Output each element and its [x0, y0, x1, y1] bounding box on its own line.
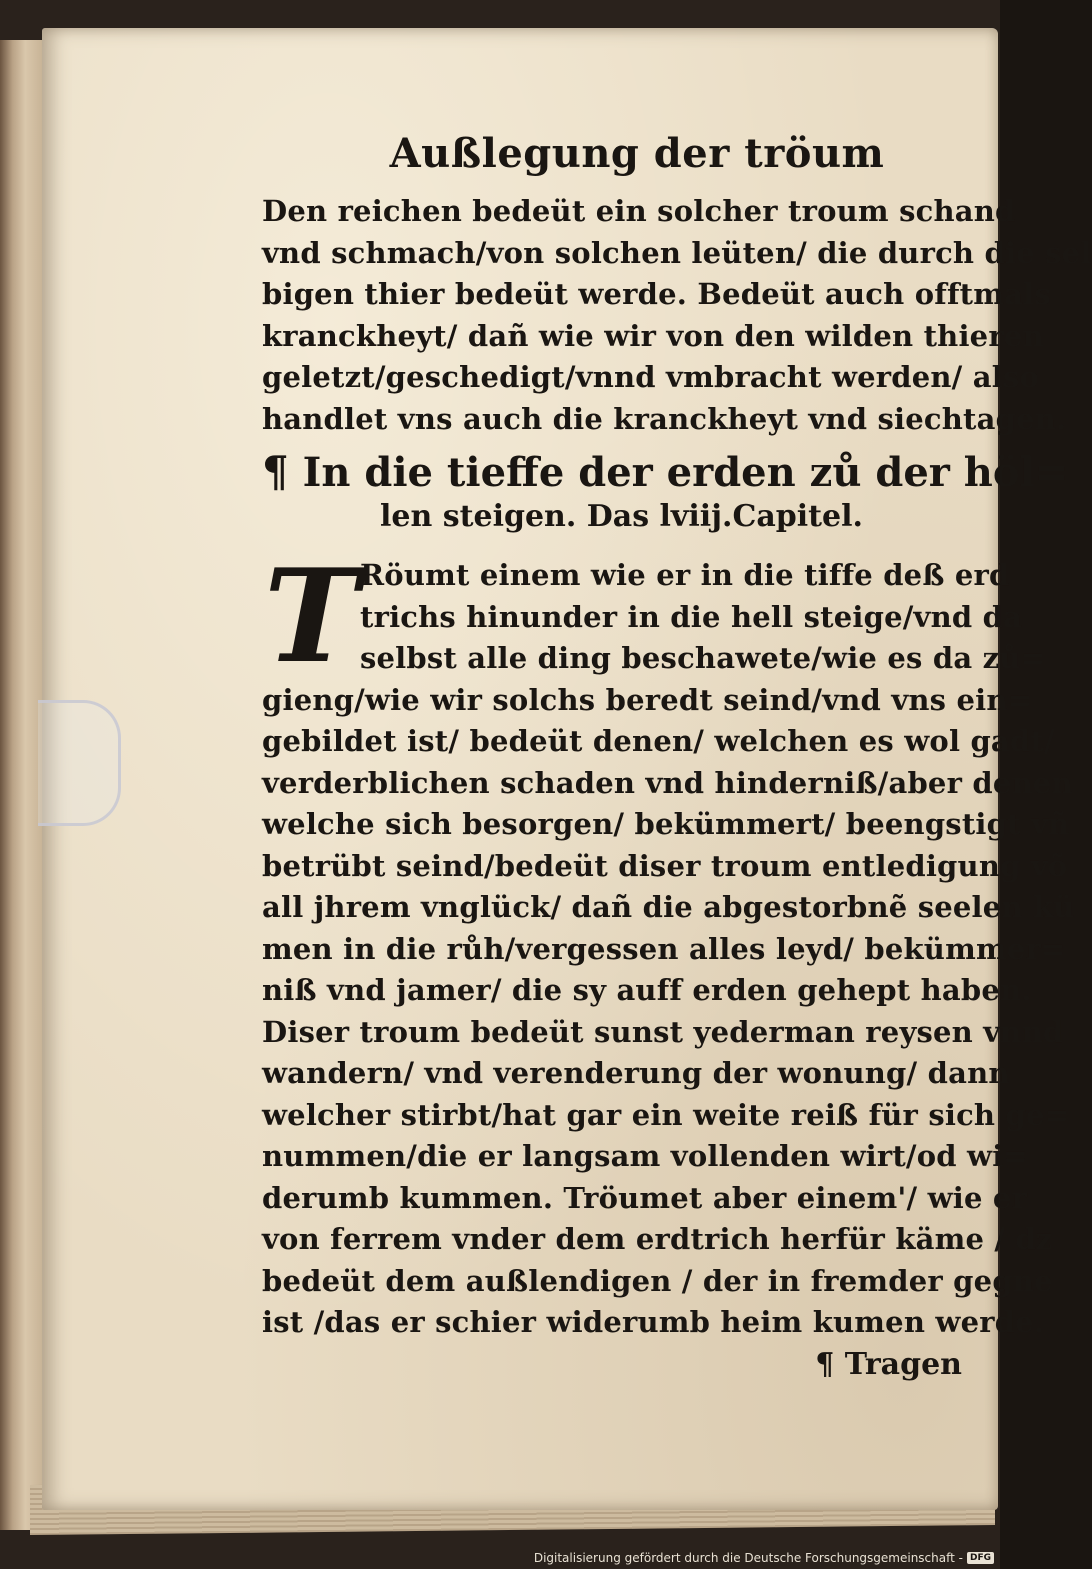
paragraph-2 — [262, 680, 1075, 1344]
text-line: vnd schmach/von solchen leüten/ die durch die sel — [262, 235, 1092, 270]
text-line: all jhrem vnglück/ dañ die abgestorbnẽ seelen kü — [262, 890, 1075, 924]
text-line: gieng/wie wir solchs beredt seind/vnd vns ein= — [262, 682, 1033, 717]
chapter-heading — [262, 447, 1069, 497]
pilcrow-icon: ¶ — [262, 447, 289, 496]
book-left-edge — [0, 40, 43, 1530]
text-line: wandern/ vnd verenderung der wonung/ dann — [262, 1056, 1010, 1090]
text-line: selbst alle ding beschawete/wie es da zů= — [360, 641, 1046, 675]
text-line: von ferrem vnder dem erdtrich herfür käme / dz — [262, 1222, 1053, 1256]
text-line: verderblichen schaden vnd hinderniß/aber denen — [262, 765, 1073, 800]
text-line: geletzt/geschedigt/vnnd vmbracht werden/ also — [262, 360, 1040, 394]
page-clip — [38, 700, 121, 826]
dfg-logo-icon: DFG — [967, 1552, 994, 1564]
running-head: Außlegung der tröum — [389, 130, 885, 177]
text-line: ist /das er schier widerumb heim kumen werde. — [262, 1305, 1045, 1339]
text-line: handlet vns auch die kranckheyt vnd siechtagen. — [262, 401, 1067, 436]
text-line: niß vnd jamer/ die sy auff erden gehept haben. — [262, 973, 1032, 1007]
catchword: ¶ Tragen — [815, 1346, 962, 1382]
text-line: kranckheyt/ dañ wie wir von den wilden thieren — [262, 318, 1044, 353]
chapter-heading-line-2: len steigen. Das lviij.Capitel. — [380, 499, 863, 534]
decorated-initial: T — [264, 542, 360, 692]
text-line: bigen thier bedeüt werde. Bedeüt auch offtmals — [262, 277, 1051, 311]
text-line: betrübt seind/bedeüt diser troum entledigung võ — [262, 848, 1068, 883]
text-line: Diser troum bedeüt sunst yederman reysen vnnd — [262, 1014, 1064, 1049]
text-line: bedeüt dem außlendigen / der in fremder gegne — [262, 1263, 1053, 1298]
text-line: nummen/die er langsam vollenden wirt/od wi= — [262, 1139, 1028, 1173]
text-line: trichs hinunder in die hell steige/vnd da — [360, 599, 1023, 634]
text-line: Röumt einem wie er in die tiffe deß erd — [360, 558, 1010, 592]
text-line: welche sich besorgen/ bekümmert/ beengstigt vñ — [262, 807, 1070, 841]
text-line: men in die růh/vergessen alles leyd/ bekümmer= — [262, 931, 1066, 966]
text-line: welcher stirbt/hat gar ein weite reiß für sich ge= — [262, 1097, 1070, 1132]
page-text — [262, 130, 1092, 1386]
digitization-footer — [534, 1551, 994, 1565]
text-line: Den reichen bedeüt ein solcher troum schand — [262, 194, 1016, 228]
initial-block — [262, 542, 1046, 692]
paragraph-1 — [262, 191, 1092, 440]
text-line: gebildet ist/ bedeüt denen/ welchen es wol gadt/ — [262, 724, 1055, 758]
text-line: derumb kummen. Tröumet aber einem'/ wie er — [262, 1180, 1028, 1215]
chapter-heading-line-1: In die tieffe der erden zů der höl= — [302, 449, 1069, 496]
footer-text: Digitalisierung gefördert durch die Deutsche Forschungsgemeinschaft - — [533, 1551, 963, 1565]
